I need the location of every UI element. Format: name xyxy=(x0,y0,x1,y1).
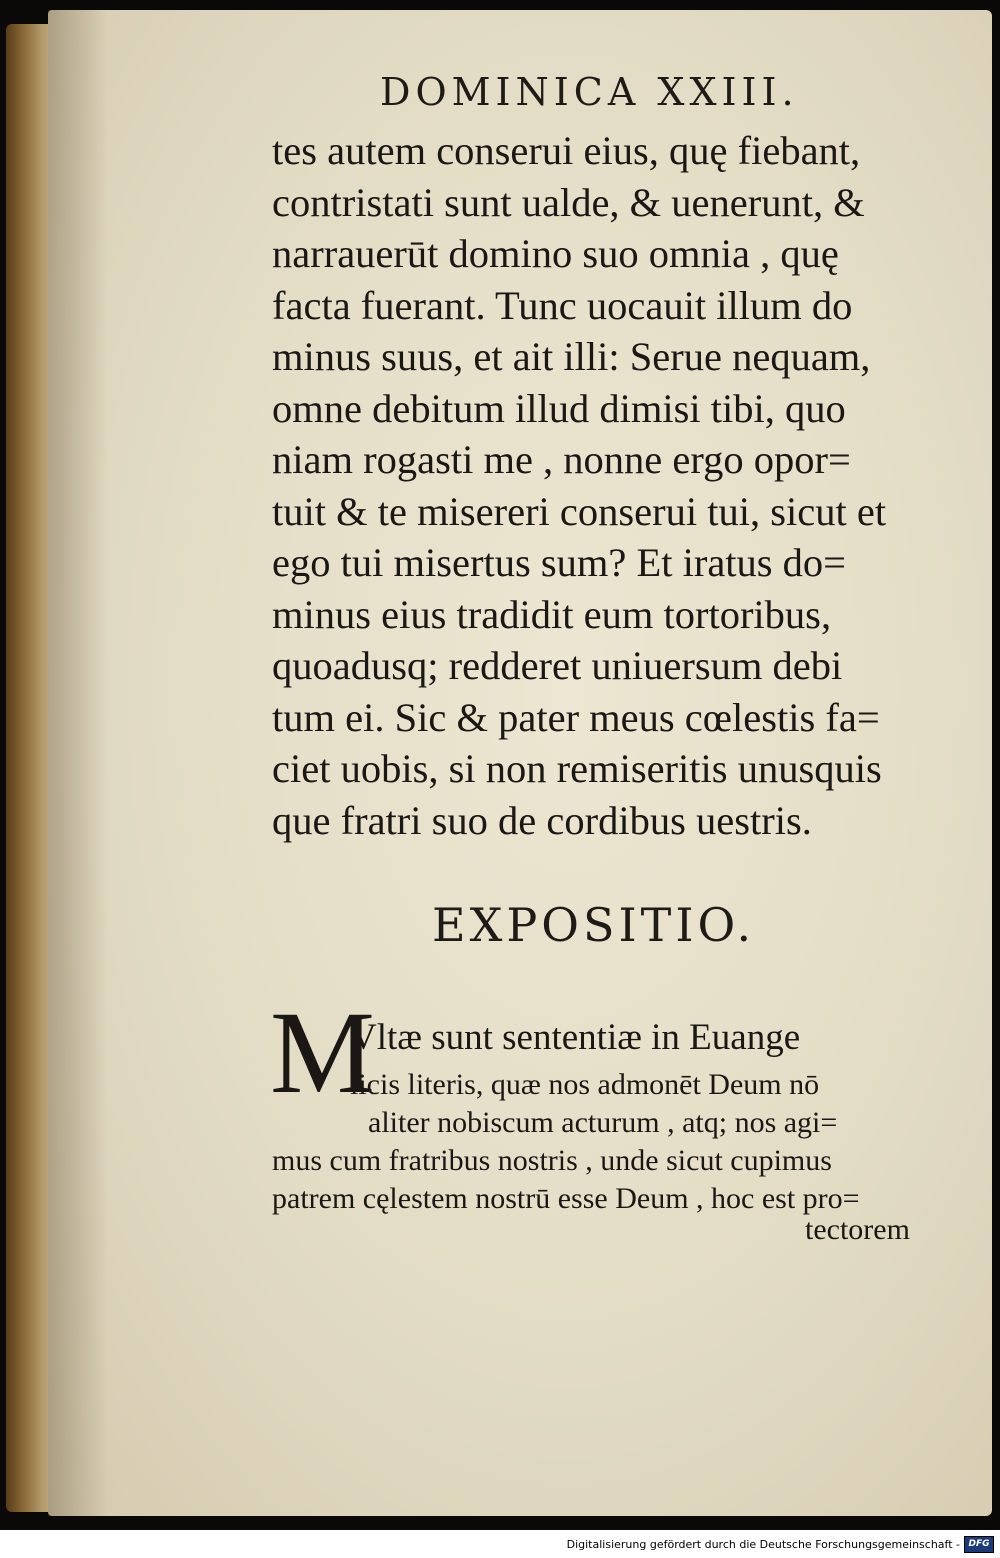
footer-credit: Digitalisierung gefördert durch die Deutsche Forschungsgemeinschaft - xyxy=(566,1538,960,1551)
text-line: niam rogasti me , nonne ergo opor= xyxy=(272,437,851,482)
catchword: tectorem xyxy=(805,1213,910,1246)
exposition-first-line: Vltæ sunt sententiæ in Euange xyxy=(350,1017,801,1058)
section-title: EXPOSITIO. xyxy=(432,898,756,952)
dfg-logo: DFG xyxy=(964,1536,994,1553)
text-line: licis literis, quæ nos admonēt Deum nō xyxy=(350,1068,820,1101)
text-line: que fratri suo de cordibus uestris. xyxy=(272,797,812,843)
footer-bar xyxy=(0,1530,1000,1558)
drop-initial: M xyxy=(270,987,375,1118)
text-line: minus suus, et ait illi: Serue nequam, xyxy=(272,334,871,379)
text-line: tuit & te misereri conserui tui, sicut et xyxy=(272,488,887,534)
text-line: facta fuerant. Tunc uocauit illum do xyxy=(272,282,853,328)
text-line: aliter nobiscum acturum , atq; nos agi= xyxy=(368,1106,838,1139)
text-line: patrem cęlestem nostrū esse Deum , hoc est pro= xyxy=(272,1182,860,1215)
text-line: contristati sunt ualde, & uenerunt, & xyxy=(272,179,865,225)
text-line: omne debitum illud dimisi tibi, quo xyxy=(272,385,846,431)
text-line: ciet uobis, si non remiseritis unusquis xyxy=(272,746,882,791)
running-head: DOMINICA XXIII. xyxy=(380,70,799,114)
exposition-text xyxy=(272,1066,952,1218)
text-line: mus cum fratribus nostris , unde sicut cupimus xyxy=(272,1144,832,1177)
text-line: minus eius tradidit eum tortoribus, xyxy=(272,591,832,637)
text-line: quoadusq; redderet uniuersum debi xyxy=(272,643,843,688)
text-line: ego tui misertus sum? Et iratus do= xyxy=(272,540,847,585)
text-line: tes autem conserui eius, quę fiebant, xyxy=(272,128,861,173)
gospel-text xyxy=(272,125,942,846)
text-line: tum ei. Sic & pater meus cœlestis fa= xyxy=(272,694,880,740)
gutter-shadow xyxy=(48,10,108,1516)
text-line: narrauerūt domino suo omnia , quę xyxy=(272,231,839,276)
